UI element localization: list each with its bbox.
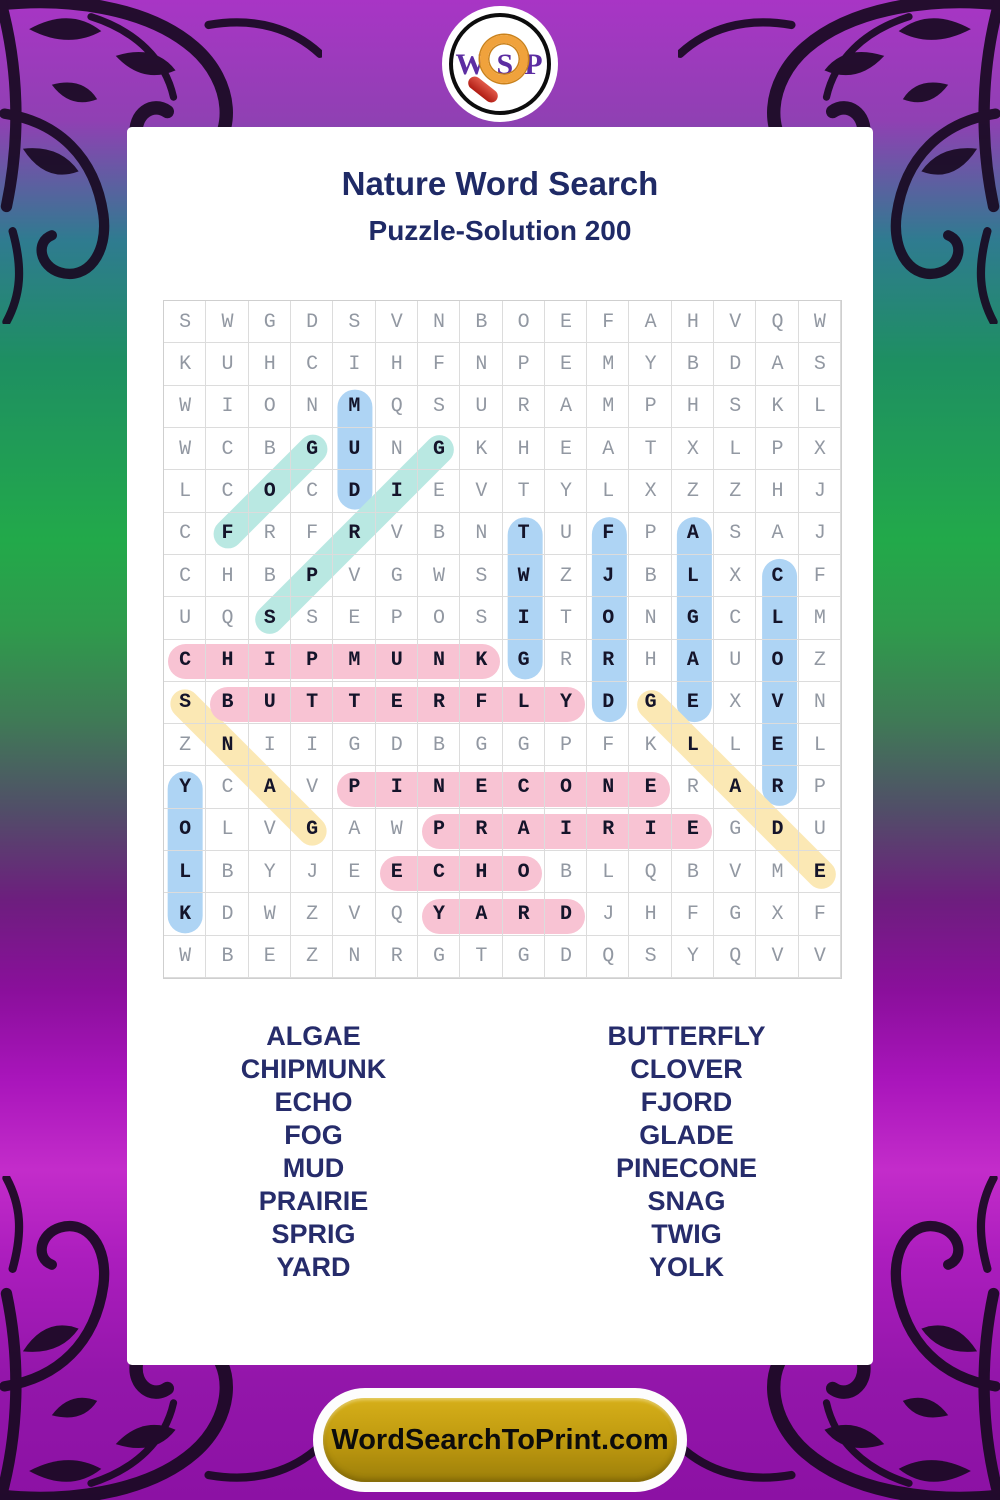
grid-cell: U bbox=[206, 343, 248, 385]
grid-cell: V bbox=[460, 470, 502, 512]
grid-cell: G bbox=[376, 555, 418, 597]
grid-cell: Q bbox=[587, 936, 629, 978]
grid-cell: M bbox=[333, 640, 375, 682]
grid-cell: I bbox=[206, 386, 248, 428]
grid-cell: G bbox=[629, 682, 671, 724]
grid-cell: D bbox=[291, 301, 333, 343]
grid-cell: T bbox=[545, 597, 587, 639]
grid-cell: L bbox=[714, 724, 756, 766]
grid-cell: B bbox=[629, 555, 671, 597]
grid-cell: I bbox=[333, 343, 375, 385]
grid-cell: Q bbox=[629, 851, 671, 893]
grid-cell: T bbox=[503, 470, 545, 512]
word-list-item: YOLK bbox=[648, 1252, 724, 1282]
grid-cell: C bbox=[291, 470, 333, 512]
grid-cell: V bbox=[756, 682, 798, 724]
page-subtitle: Puzzle-Solution 200 bbox=[368, 215, 632, 246]
grid-cell: Y bbox=[545, 682, 587, 724]
word-list-item: ECHO bbox=[274, 1087, 353, 1117]
grid-cell: F bbox=[587, 724, 629, 766]
grid-cell: Z bbox=[799, 640, 841, 682]
grid-cell: H bbox=[756, 470, 798, 512]
grid-cell: H bbox=[629, 893, 671, 935]
grid-cell: E bbox=[249, 936, 291, 978]
grid-cell: A bbox=[629, 301, 671, 343]
grid-cell: L bbox=[672, 555, 714, 597]
grid-cell: M bbox=[756, 851, 798, 893]
grid-cell: E bbox=[672, 682, 714, 724]
grid-cell: M bbox=[333, 386, 375, 428]
grid-cell: G bbox=[503, 724, 545, 766]
grid-cell: X bbox=[714, 682, 756, 724]
grid-cell: B bbox=[206, 682, 248, 724]
grid-cell: B bbox=[206, 851, 248, 893]
grid-cell: E bbox=[333, 597, 375, 639]
grid-cell: U bbox=[799, 809, 841, 851]
grid-cell: P bbox=[545, 724, 587, 766]
grid-cell: N bbox=[376, 428, 418, 470]
word-list-item: MUD bbox=[282, 1153, 345, 1183]
grid-cell: O bbox=[503, 851, 545, 893]
grid-cell: X bbox=[672, 428, 714, 470]
grid-cell: L bbox=[587, 470, 629, 512]
grid-cell: Q bbox=[376, 386, 418, 428]
grid-cell: R bbox=[503, 893, 545, 935]
grid-cell: V bbox=[333, 893, 375, 935]
grid-cell: W bbox=[164, 936, 206, 978]
word-search-grid bbox=[163, 300, 842, 979]
grid-cell: F bbox=[799, 555, 841, 597]
grid-cell: R bbox=[587, 640, 629, 682]
grid-cell: U bbox=[249, 682, 291, 724]
grid-cell: P bbox=[418, 809, 460, 851]
word-list-right-column bbox=[500, 1020, 873, 1284]
grid-cell: H bbox=[629, 640, 671, 682]
footer-site-label: WordSearchToPrint.com bbox=[331, 1423, 669, 1456]
grid-cell: D bbox=[545, 893, 587, 935]
grid-cell: B bbox=[249, 555, 291, 597]
grid-cell: I bbox=[503, 597, 545, 639]
grid-cell: C bbox=[291, 343, 333, 385]
word-list-item: PRAIRIE bbox=[258, 1186, 369, 1216]
grid-cell: V bbox=[756, 936, 798, 978]
grid-cell: V bbox=[714, 301, 756, 343]
grid-cell: F bbox=[587, 513, 629, 555]
grid-cell: Z bbox=[714, 470, 756, 512]
grid-cell: N bbox=[799, 682, 841, 724]
site-logo bbox=[442, 6, 558, 122]
grid-cell: J bbox=[291, 851, 333, 893]
grid-cell: H bbox=[206, 555, 248, 597]
grid-cell: E bbox=[629, 766, 671, 808]
logo-ring bbox=[449, 13, 554, 115]
grid-cell: B bbox=[672, 343, 714, 385]
grid-cell: S bbox=[418, 386, 460, 428]
grid-cell: L bbox=[799, 724, 841, 766]
grid-cell: E bbox=[799, 851, 841, 893]
grid-cell: E bbox=[756, 724, 798, 766]
grid-cell: Z bbox=[291, 893, 333, 935]
grid-cell: L bbox=[756, 597, 798, 639]
grid-cell: P bbox=[629, 513, 671, 555]
word-list bbox=[127, 1020, 873, 1284]
grid-cell: A bbox=[587, 428, 629, 470]
word-list-item: CLOVER bbox=[630, 1054, 743, 1084]
word-list-item: TWIG bbox=[651, 1219, 722, 1249]
grid-cell: N bbox=[629, 597, 671, 639]
grid-cell: U bbox=[164, 597, 206, 639]
word-list-item: PINECONE bbox=[615, 1153, 758, 1183]
grid-cell: G bbox=[672, 597, 714, 639]
footer-site-button[interactable] bbox=[313, 1388, 687, 1492]
grid-cell: G bbox=[714, 893, 756, 935]
grid-cell: C bbox=[206, 766, 248, 808]
grid-cell: E bbox=[545, 343, 587, 385]
grid-cell: R bbox=[418, 682, 460, 724]
grid-cell: S bbox=[799, 343, 841, 385]
grid-cell: V bbox=[799, 936, 841, 978]
grid-cell: D bbox=[545, 936, 587, 978]
grid-cell: H bbox=[206, 640, 248, 682]
grid-cell: C bbox=[164, 513, 206, 555]
grid-cell: C bbox=[503, 766, 545, 808]
grid-cell: J bbox=[587, 555, 629, 597]
grid-cell: P bbox=[333, 766, 375, 808]
grid-cell: X bbox=[629, 470, 671, 512]
grid-cell: T bbox=[629, 428, 671, 470]
grid-cell: F bbox=[799, 893, 841, 935]
grid-cell: C bbox=[756, 555, 798, 597]
grid-cell: E bbox=[376, 851, 418, 893]
grid-cell: C bbox=[164, 555, 206, 597]
word-list-item: FJORD bbox=[640, 1087, 733, 1117]
grid-cell: W bbox=[418, 555, 460, 597]
grid-cell: S bbox=[629, 936, 671, 978]
grid-cell: V bbox=[714, 851, 756, 893]
grid-cell: Y bbox=[418, 893, 460, 935]
grid-cell: I bbox=[291, 724, 333, 766]
word-list-item: YARD bbox=[276, 1252, 351, 1282]
grid-cell: V bbox=[333, 555, 375, 597]
grid-cell: K bbox=[460, 428, 502, 470]
grid-cell: Q bbox=[376, 893, 418, 935]
grid-cell: P bbox=[291, 555, 333, 597]
grid-cell: P bbox=[799, 766, 841, 808]
grid-cell: F bbox=[672, 893, 714, 935]
grid-cell: S bbox=[164, 301, 206, 343]
grid-cell: I bbox=[376, 470, 418, 512]
grid-cell: K bbox=[629, 724, 671, 766]
grid-cell: Q bbox=[756, 301, 798, 343]
grid-cell: U bbox=[460, 386, 502, 428]
grid-cell: C bbox=[206, 428, 248, 470]
grid-cell: A bbox=[249, 766, 291, 808]
grid-cell: F bbox=[206, 513, 248, 555]
grid-cell: O bbox=[164, 809, 206, 851]
page-title: Nature Word Search bbox=[341, 165, 659, 202]
grid-cell: X bbox=[714, 555, 756, 597]
grid-cell: N bbox=[418, 301, 460, 343]
grid-cell: P bbox=[376, 597, 418, 639]
grid-cell: A bbox=[460, 893, 502, 935]
grid-cell: F bbox=[291, 513, 333, 555]
grid-cell: R bbox=[587, 809, 629, 851]
grid-cell: N bbox=[418, 766, 460, 808]
grid-cell: P bbox=[756, 428, 798, 470]
grid-cell: B bbox=[418, 724, 460, 766]
grid-cell: G bbox=[460, 724, 502, 766]
grid-cell: M bbox=[799, 597, 841, 639]
grid-cell: M bbox=[587, 343, 629, 385]
grid-cell: O bbox=[587, 597, 629, 639]
word-list-item: FOG bbox=[284, 1120, 343, 1150]
grid-cell: Y bbox=[629, 343, 671, 385]
grid-cell: B bbox=[206, 936, 248, 978]
grid-cell: A bbox=[333, 809, 375, 851]
grid-cell: T bbox=[333, 682, 375, 724]
grid-cell: N bbox=[206, 724, 248, 766]
grid-cell: D bbox=[756, 809, 798, 851]
grid-cell: X bbox=[799, 428, 841, 470]
grid-cell: V bbox=[376, 513, 418, 555]
grid-cell: N bbox=[460, 343, 502, 385]
grid-cell: R bbox=[249, 513, 291, 555]
grid-cell: Y bbox=[545, 470, 587, 512]
grid-cell: B bbox=[249, 428, 291, 470]
grid-cell: L bbox=[206, 809, 248, 851]
grid-cell: P bbox=[503, 343, 545, 385]
grid-cell: L bbox=[714, 428, 756, 470]
grid-cell: C bbox=[164, 640, 206, 682]
grid-cell: O bbox=[545, 766, 587, 808]
grid-cell: Z bbox=[545, 555, 587, 597]
grid-cell: W bbox=[164, 428, 206, 470]
grid-cell: D bbox=[376, 724, 418, 766]
grid-cell: E bbox=[545, 428, 587, 470]
grid-cell: L bbox=[587, 851, 629, 893]
grid-cell: K bbox=[164, 343, 206, 385]
grid-cell: T bbox=[291, 682, 333, 724]
grid-cell: G bbox=[503, 640, 545, 682]
grid-cell: R bbox=[672, 766, 714, 808]
grid-cell: O bbox=[756, 640, 798, 682]
grid-cell: T bbox=[460, 936, 502, 978]
grid-cell: L bbox=[799, 386, 841, 428]
grid-cell: S bbox=[460, 555, 502, 597]
grid-cell: I bbox=[249, 640, 291, 682]
grid-cell: S bbox=[714, 513, 756, 555]
grid-cell: L bbox=[164, 470, 206, 512]
grid-cell: X bbox=[756, 893, 798, 935]
grid-cell: S bbox=[460, 597, 502, 639]
grid-cell: E bbox=[333, 851, 375, 893]
grid-cell: E bbox=[418, 470, 460, 512]
grid-cell: C bbox=[206, 470, 248, 512]
grid-cell: G bbox=[503, 936, 545, 978]
grid-cell: A bbox=[756, 343, 798, 385]
word-list-item: GLADE bbox=[639, 1120, 734, 1150]
grid-cell: I bbox=[629, 809, 671, 851]
grid-cell: N bbox=[587, 766, 629, 808]
grid-cell: G bbox=[291, 428, 333, 470]
grid-cell: R bbox=[545, 640, 587, 682]
grid-cell: G bbox=[714, 809, 756, 851]
grid-cell: C bbox=[714, 597, 756, 639]
grid-cell: R bbox=[460, 809, 502, 851]
grid-cell: W bbox=[503, 555, 545, 597]
grid-cell: J bbox=[587, 893, 629, 935]
word-list-item: ALGAE bbox=[266, 1021, 361, 1051]
grid-cell: Q bbox=[714, 936, 756, 978]
magnifying-glass-icon bbox=[480, 35, 528, 83]
grid-cell: G bbox=[249, 301, 291, 343]
grid-cell: W bbox=[799, 301, 841, 343]
grid-cell: N bbox=[291, 386, 333, 428]
grid-cell: O bbox=[249, 386, 291, 428]
grid-cell: V bbox=[376, 301, 418, 343]
grid-cell: R bbox=[333, 513, 375, 555]
grid-cell: T bbox=[503, 513, 545, 555]
grid-cell: B bbox=[460, 301, 502, 343]
grid-cell: B bbox=[672, 851, 714, 893]
word-list-item: SPRIG bbox=[271, 1219, 356, 1249]
grid-cell: A bbox=[672, 513, 714, 555]
grid-cell: S bbox=[291, 597, 333, 639]
grid-cell: J bbox=[799, 470, 841, 512]
grid-cell: F bbox=[418, 343, 460, 385]
grid-cell: O bbox=[249, 470, 291, 512]
grid-cell: R bbox=[376, 936, 418, 978]
grid-cell: Y bbox=[249, 851, 291, 893]
grid-cell: N bbox=[333, 936, 375, 978]
grid-cell: G bbox=[418, 936, 460, 978]
grid-cell: S bbox=[714, 386, 756, 428]
grid-cell: F bbox=[587, 301, 629, 343]
grid-cell: R bbox=[756, 766, 798, 808]
grid-cell: S bbox=[164, 682, 206, 724]
logo-letter-p: P bbox=[524, 48, 554, 81]
grid-cell: V bbox=[249, 809, 291, 851]
grid-cell: H bbox=[672, 386, 714, 428]
grid-cell: A bbox=[503, 809, 545, 851]
grid-cell: C bbox=[418, 851, 460, 893]
grid-cell: P bbox=[291, 640, 333, 682]
grid-cell: D bbox=[714, 343, 756, 385]
grid-cell: N bbox=[418, 640, 460, 682]
grid-cell: Z bbox=[164, 724, 206, 766]
grid-cell: U bbox=[333, 428, 375, 470]
grid-cell: V bbox=[291, 766, 333, 808]
logo-letter-w: W bbox=[455, 48, 497, 81]
grid-cell: D bbox=[333, 470, 375, 512]
word-list-item: CHIPMUNK bbox=[240, 1054, 387, 1084]
grid-cell: A bbox=[672, 640, 714, 682]
grid-cell: H bbox=[249, 343, 291, 385]
grid-cell: M bbox=[587, 386, 629, 428]
grid-cell: U bbox=[545, 513, 587, 555]
grid-cell: U bbox=[714, 640, 756, 682]
grid-cell: K bbox=[164, 893, 206, 935]
grid-cell: R bbox=[503, 386, 545, 428]
grid-cell: F bbox=[460, 682, 502, 724]
grid-cell: O bbox=[418, 597, 460, 639]
grid-cell: B bbox=[418, 513, 460, 555]
grid-cell: D bbox=[587, 682, 629, 724]
grid-cell: B bbox=[545, 851, 587, 893]
grid-cell: L bbox=[164, 851, 206, 893]
grid-cell: A bbox=[714, 766, 756, 808]
grid-cell: Z bbox=[672, 470, 714, 512]
grid-cell: S bbox=[333, 301, 375, 343]
grid-cell: E bbox=[460, 766, 502, 808]
grid-cell: L bbox=[503, 682, 545, 724]
grid-cell: K bbox=[460, 640, 502, 682]
word-list-item: SNAG bbox=[647, 1186, 726, 1216]
grid-cell: I bbox=[545, 809, 587, 851]
grid-cell: E bbox=[545, 301, 587, 343]
grid-cell: E bbox=[672, 809, 714, 851]
grid-cell: Y bbox=[164, 766, 206, 808]
grid-cell: G bbox=[291, 809, 333, 851]
grid-cell: Y bbox=[672, 936, 714, 978]
grid-cell: A bbox=[756, 513, 798, 555]
grid-cell: O bbox=[503, 301, 545, 343]
grid-cell: I bbox=[249, 724, 291, 766]
grid-cell: H bbox=[503, 428, 545, 470]
grid-cell: E bbox=[376, 682, 418, 724]
word-list-item: BUTTERFLY bbox=[607, 1021, 766, 1051]
grid-cell: A bbox=[545, 386, 587, 428]
grid-cell: H bbox=[376, 343, 418, 385]
grid-cell: D bbox=[206, 893, 248, 935]
footer-site-button-inner bbox=[323, 1398, 677, 1482]
grid-cell: W bbox=[376, 809, 418, 851]
grid-cell: H bbox=[672, 301, 714, 343]
grid-cell: W bbox=[164, 386, 206, 428]
grid-cell: W bbox=[249, 893, 291, 935]
logo-letter-s: S bbox=[496, 48, 525, 81]
grid-cell: P bbox=[629, 386, 671, 428]
grid-cell: H bbox=[460, 851, 502, 893]
grid-cell: G bbox=[418, 428, 460, 470]
grid-cell: I bbox=[376, 766, 418, 808]
grid-cell: S bbox=[249, 597, 291, 639]
puzzle-card bbox=[127, 127, 873, 1365]
grid-cell: G bbox=[333, 724, 375, 766]
word-list-left-column bbox=[127, 1020, 500, 1284]
grid-cell: K bbox=[756, 386, 798, 428]
grid-cell: J bbox=[799, 513, 841, 555]
grid-cell: Q bbox=[206, 597, 248, 639]
grid-cell: L bbox=[672, 724, 714, 766]
grid-cell: Z bbox=[291, 936, 333, 978]
grid-cell: N bbox=[460, 513, 502, 555]
grid-cell: W bbox=[206, 301, 248, 343]
grid-cell: U bbox=[376, 640, 418, 682]
